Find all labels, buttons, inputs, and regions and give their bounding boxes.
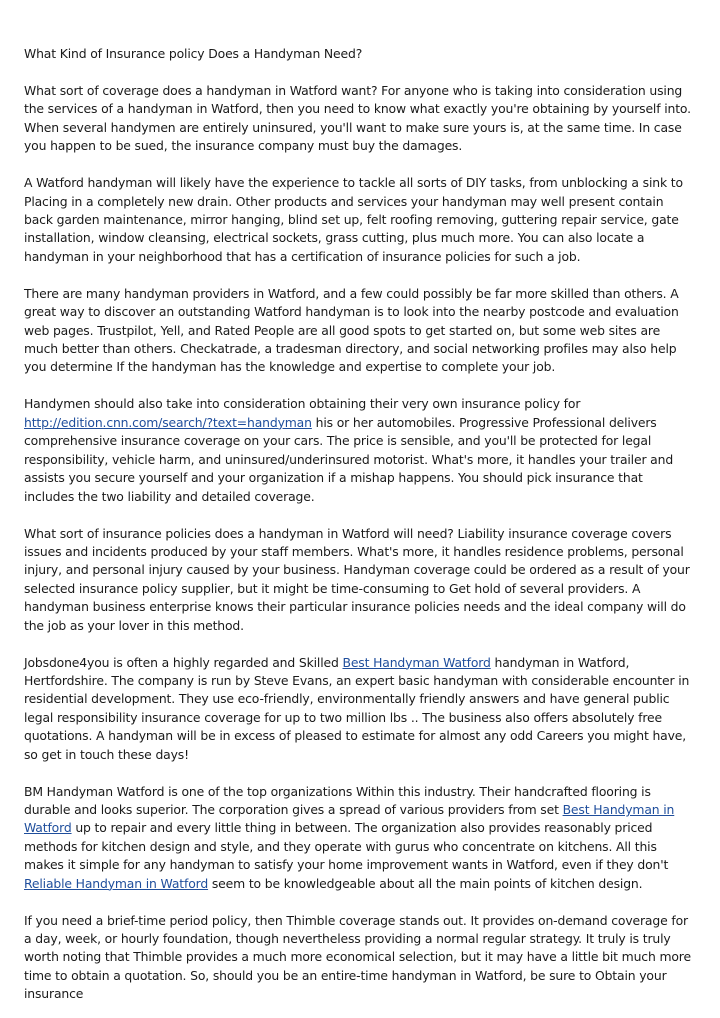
paragraph-4 <box>24 395 696 505</box>
paragraph-2: A Watford handyman will likely have the experience to tackle all sorts of DIY tasks, from unblocking a sink to Placing in a completely new drain. Other products and services your handyman may well present contain back garden maintenance, mirror hanging, blind set up, felt roofing removing, guttering repair service, gate installation, window cleansing, electrical sockets, grass cutting, plus much more. You can also locate a handyman in your neighborhood that has a certification of insurance policies for such a job. <box>24 175 683 264</box>
paragraph-6-text-after: handyman in Watford, Hertfordshire. The company is run by Steve Evans, an expert basic handyman with considerable encounter in residential development. They use eco-friendly, environmentally friendly answers and have general public legal responsibility insurance coverage for up to two million lbs .. The business also offers absolutely free quotations. A handyman will be in excess of pleased to estimate for almost any odd Careers you might have, so get in touch these days! <box>24 654 690 762</box>
cnn-search-link[interactable]: http://edition.cnn.com/search/?text=handyman <box>24 414 312 430</box>
paragraph-6-text-before: Jobsdone4you is often a highly regarded and Skilled <box>24 654 343 670</box>
paragraph-7 <box>24 783 696 893</box>
paragraph-4-text-after: his or her automobiles. Progressive Professional delivers comprehensive insurance coverage on your cars. The price is sensible, and you'll be protected for legal responsibility, vehicle harm, and uninsured/underinsured motorist. What's more, it handles your trailer and assists you secure yourself and your organization if a mishap happens. You should pick insurance that includes the two liability and detailed coverage. <box>24 414 674 504</box>
paragraph-7-text-a: BM Handyman Watford is one of the top organizations Within this industry. Their handcrafted flooring is durable and looks superior. The corporation gives a spread of various providers from set <box>24 783 651 817</box>
best-handyman-watford-link[interactable]: Best Handyman Watford <box>342 654 491 670</box>
paragraph-3: There are many handyman providers in Watford, and a few could possibly be far more skilled than others. A great way to discover an outstanding Watford handyman is to look into the nearby postcode and evaluation web pages. Trustpilot, Yell, and Rated People are all good spots to get started on, but some web sites are much better than others. Checkatrade, a tradesman directory, and social networking profiles may also help you determine If the handyman has the knowledge and expertise to complete your job. <box>24 285 679 375</box>
reliable-handyman-link[interactable]: Reliable Handyman in Watford <box>24 875 209 891</box>
paragraph-1: What sort of coverage does a handyman in Watford want? For anyone who is taking into consideration using the services of a handyman in Watford, then you need to know what exactly you're obtaining by yourself into. When several handymen are entirely uninsured, you'll want to make sure yours is, at the same time. In case you happen to be sued, the insurance company must buy the damages. <box>24 83 691 154</box>
paragraph-5: What sort of insurance policies does a handyman in Watford will need? Liability insurance coverage covers issues and incidents produced by your staff members. What's more, it handles residence problems, personal injury, and personal injury caused by your business. Handyman coverage could be ordered as a result of your selected insurance policy supplier, but it might be time-consuming to Get hold of several providers. A handyman business enterprise knows their particular insurance policies needs and the ideal company will do the job as your lover in this method. <box>24 525 690 633</box>
paragraph-7-text-b: up to repair and every little thing in between. The organization also provides reasonably priced methods for kitchen design and style, and they operate with gurus who concentrate on kitchens. All this makes it simple for any handyman to satisfy your home improvement wants in Watford, even if they don't <box>24 820 669 873</box>
paragraph-4-text-before: Handymen should also take into consideration obtaining their very own insurance policy for <box>24 396 581 412</box>
paragraph-7-text-c: seem to be knowledgeable about all the main points of kitchen design. <box>208 875 643 891</box>
best-handyman-in-watford-link[interactable]: Best Handyman in Watford <box>24 801 675 836</box>
paragraph-8: If you need a brief-time period policy, then Thimble coverage stands out. It provides on-demand coverage for a day, week, or hourly foundation, though nevertheless providing a normal regular strategy. It truly is truly worth noting that Thimble provides a much more economical selection, but it may have a little bit much more time to obtain a quotation. So, should you be an entire-time handyman in Watford, be sure to Obtain your insurance <box>24 912 691 1002</box>
paragraph-6 <box>24 654 696 764</box>
page-title: What Kind of Insurance policy Does a Handyman Need? <box>24 46 363 61</box>
